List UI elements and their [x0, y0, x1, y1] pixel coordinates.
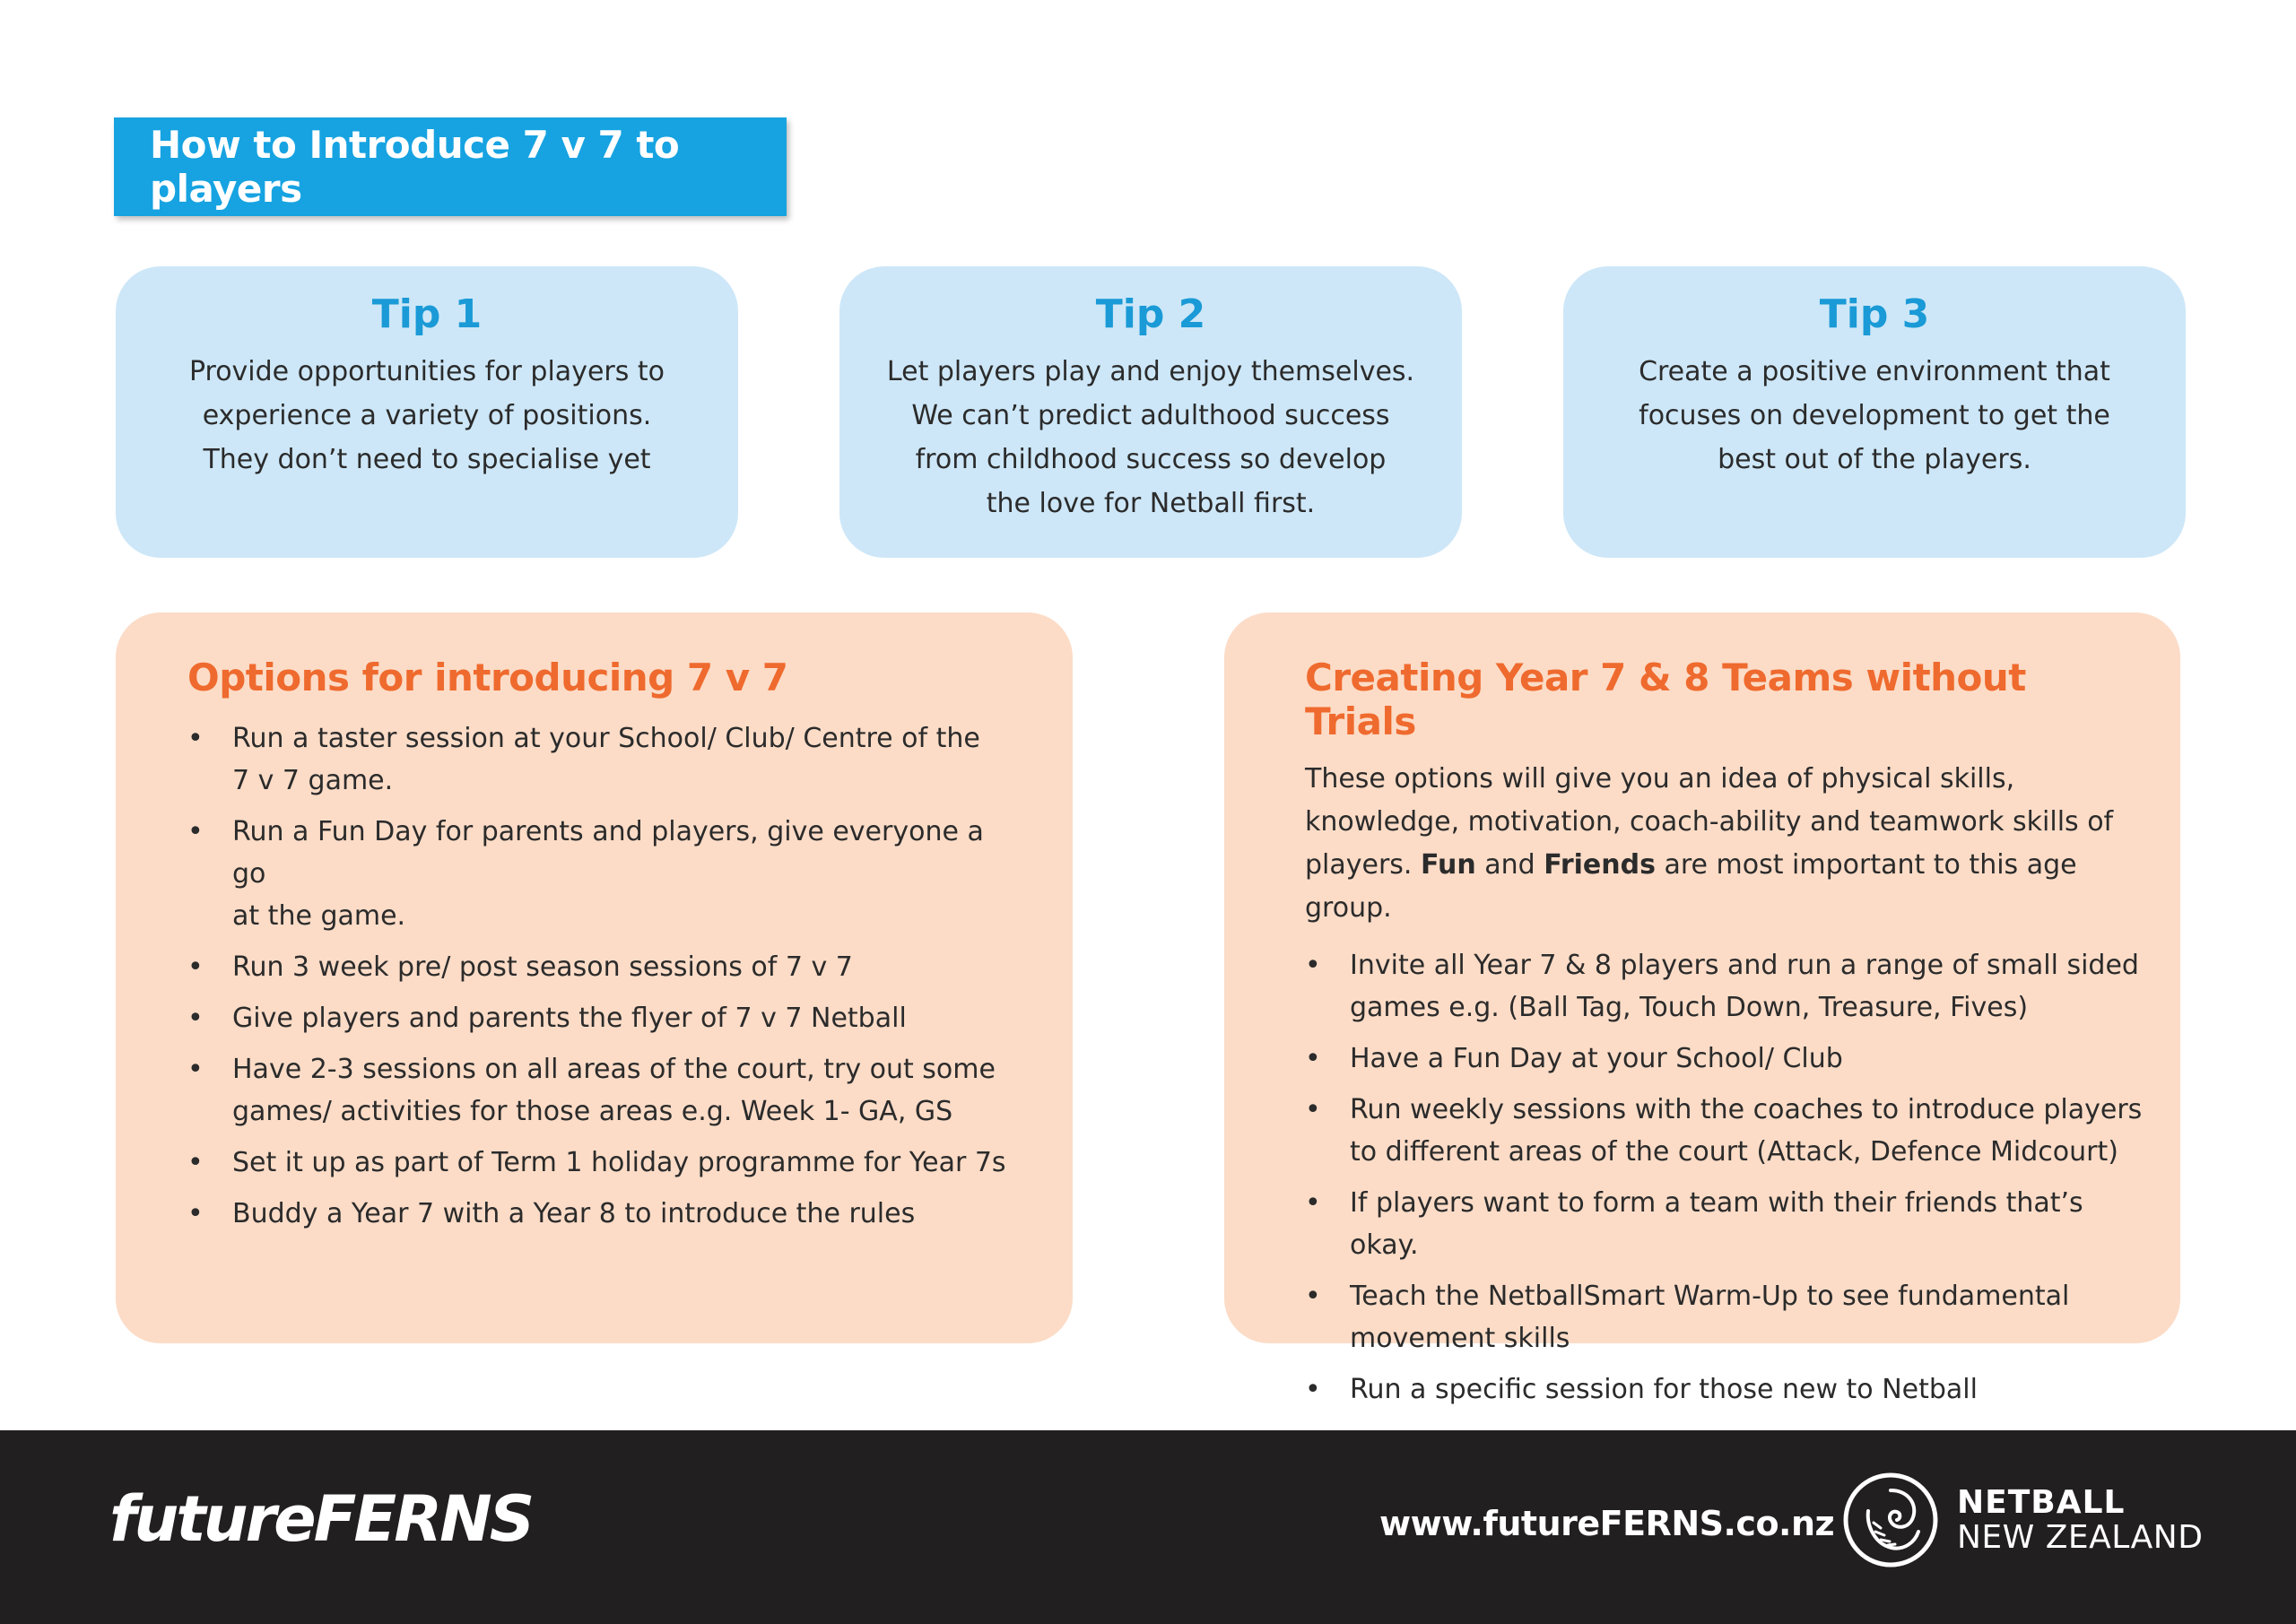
teams-title: Creating Year 7 & 8 Teams without Trials — [1305, 656, 2026, 743]
teams-list — [1305, 944, 2144, 1411]
teams-intro: These options will give you an idea of physical skills, knowledge, motivation, coach-ability and teamwork skills of players. Fun and Friends are most important to this age group. — [1305, 763, 2114, 924]
tip-text: Let players play and enjoy themselves. We can’t predict adulthood success from childhood success so develop the love for Netball first. — [886, 356, 1415, 519]
footer — [0, 1430, 2296, 1624]
options-panel — [116, 612, 1073, 1343]
list-item: • Run weekly sessions with the coaches to introduce players to different areas of the court (Attack, Defence Midcourt) — [1305, 1094, 2143, 1168]
list-item: • Teach the NetballSmart Warm-Up to see fundamental movement skills — [1305, 1281, 2070, 1354]
list-item: • Run a taster session at your School/ Club/ Centre of the 7 v 7 game. — [187, 723, 980, 796]
website-url[interactable]: www.futureFERNS.co.nz — [1379, 1504, 1835, 1543]
list-item: • Have a Fun Day at your School/ Club — [1305, 1043, 1843, 1074]
list-item: • Set it up as part of Term 1 holiday programme for Year 7s — [187, 1147, 1006, 1178]
title-banner — [114, 117, 787, 216]
netball-nz-wordmark: NETBALL NEW ZEALAND — [1957, 1484, 2204, 1556]
tip-card-3 — [1563, 266, 2186, 558]
tip-text: Create a positive environment that focuses on development to get the best out of the players. — [1639, 356, 2110, 475]
list-item: • If players want to form a team with their friends that’s okay. — [1305, 1187, 2083, 1261]
tip-title: Tip 1 — [371, 291, 483, 337]
tip-title: Tip 3 — [1819, 291, 1930, 337]
options-title: Options for introducing 7 v 7 — [187, 656, 788, 699]
futureferns-logo: futureFERNS — [109, 1482, 533, 1556]
netball-nz-fern-icon — [1841, 1471, 1940, 1569]
list-item: • Have 2-3 sessions on all areas of the court, try out some games/ activities for those areas e.g. Week 1- GA, GS — [187, 1054, 996, 1127]
options-list — [187, 717, 1019, 1235]
list-item: • Invite all Year 7 & 8 players and run a range of small sided games e.g. (Ball Tag, Touch Down, Treasure, Fives) — [1305, 950, 2139, 1023]
list-item: • Run a Fun Day for parents and players, give everyone a go at the game. — [187, 816, 984, 932]
tip-card-1 — [116, 266, 738, 558]
list-item: • Run 3 week pre/ post season sessions of 7 v 7 — [187, 951, 853, 983]
list-item: • Run a specific session for those new to Netball — [1305, 1374, 1978, 1405]
list-item: • Give players and parents the flyer of 7 v 7 Netball — [187, 1003, 907, 1034]
tip-text: Provide opportunities for players to experience a variety of positions. They don’t need to specialise yet — [188, 356, 665, 475]
list-item: • Buddy a Year 7 with a Year 8 to introduce the rules — [187, 1198, 916, 1229]
teams-panel — [1224, 612, 2180, 1405]
tip-card-2 — [839, 266, 1462, 558]
tip-title: Tip 2 — [1095, 291, 1206, 337]
page-title: How to Introduce 7 v 7 to players — [150, 123, 680, 211]
